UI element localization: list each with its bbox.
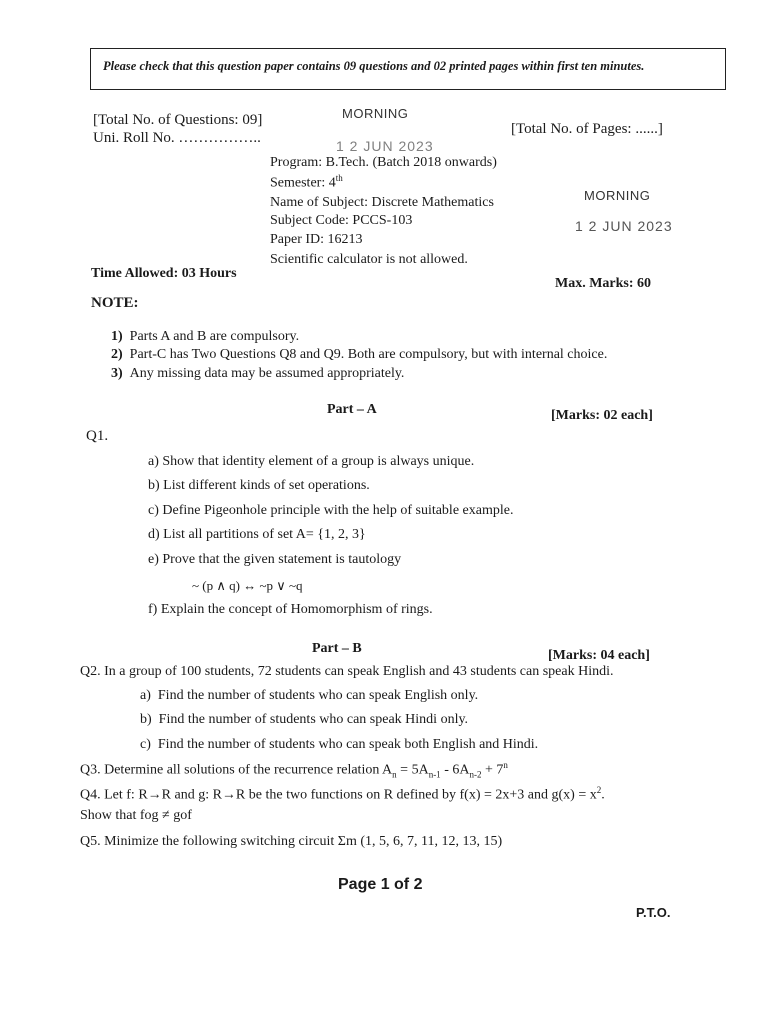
q4-line2: Show that fog ≠ gof [80, 808, 192, 823]
q1-label: Q1. [86, 428, 109, 444]
part-a-title: Part – A [327, 402, 377, 417]
q1-item: d) List all partitions of set A= {1, 2, 3} [148, 527, 366, 542]
note-item: 1) Parts A and B are compulsory. [111, 329, 300, 344]
calculator-note: Scientific calculator is not allowed. [270, 252, 468, 267]
stamp-date-2: 1 2 JUN 2023 [575, 218, 673, 234]
q2-item: c) Find the number of students who can speak both English and Hindi. [140, 737, 539, 752]
q1-item: c) Define Pigeonhole principle with the help of suitable example. [148, 503, 514, 518]
note-label: NOTE: [91, 295, 139, 311]
stamp-date-1: 1 2 JUN 2023 [336, 138, 434, 154]
pto: P.T.O. [636, 905, 671, 920]
tautology-formula: ~ (p ∧ q) ↔ ~p ∨ ~q [192, 578, 303, 593]
instruction-box [90, 48, 726, 90]
instruction-text: Please check that this question paper contains 09 questions and 02 printed pages within first ten minutes. [103, 59, 645, 73]
max-marks: Max. Marks: 60 [555, 276, 652, 291]
morning-stamp-1: MORNING [342, 106, 409, 121]
semester: Semester: 4th [270, 173, 343, 191]
page-number: Page 1 of 2 [338, 876, 423, 893]
q2-item: b) Find the number of students who can speak Hindi only. [140, 712, 469, 727]
q2-item: a) Find the number of students who can speak English only. [140, 688, 479, 703]
time-allowed: Time Allowed: 03 Hours [91, 266, 237, 281]
q1-item: e) Prove that the given statement is tautology [148, 552, 402, 567]
total-questions: [Total No. of Questions: 09] [93, 112, 263, 128]
program: Program: B.Tech. (Batch 2018 onwards) [270, 155, 497, 170]
morning-stamp-2: MORNING [584, 188, 651, 203]
note-item: 3) Any missing data may be assumed appropriately. [111, 366, 405, 381]
q1-item: f) Explain the concept of Homomorphism of rings. [148, 602, 433, 617]
q4-line1: Q4. Let f: R→R and g: R→R be the two functions on R defined by f(x) = 2x+3 and $g(x) = x^2$. [80, 785, 605, 803]
q1-item: b) List different kinds of set operations. [148, 478, 370, 493]
subject-name: Name of Subject: Discrete Mathematics [270, 195, 494, 210]
part-b-marks: [Marks: 04 each] [548, 648, 650, 663]
q1-item: a) Show that identity element of a group is always unique. [148, 454, 475, 469]
paper-id: Paper ID: 16213 [270, 232, 363, 247]
part-b-title: Part – B [312, 641, 362, 656]
q2-text: Q2. In a group of 100 students, 72 students can speak English and 43 students can speak Hindi. [80, 664, 614, 679]
subject-code: Subject Code: PCCS-103 [270, 213, 413, 228]
roll-number: Uni. Roll No. …………….. [93, 130, 261, 146]
q5-text: Q5. Minimize the following switching circuit Σm (1, 5, 6, 7, 11, 12, 13, 15) [80, 834, 503, 849]
part-a-marks: [Marks: 02 each] [551, 408, 653, 423]
total-pages: [Total No. of Pages: ......] [511, 121, 663, 137]
note-item: 2) Part-C has Two Questions Q8 and Q9. Both are compulsory, but with internal choice. [111, 347, 608, 362]
q3-text: Q3. Determine all solutions of the recurrence relation $A_n = 5A_{n-1} - 6A_{n-2} + 7^n$ [80, 760, 508, 780]
